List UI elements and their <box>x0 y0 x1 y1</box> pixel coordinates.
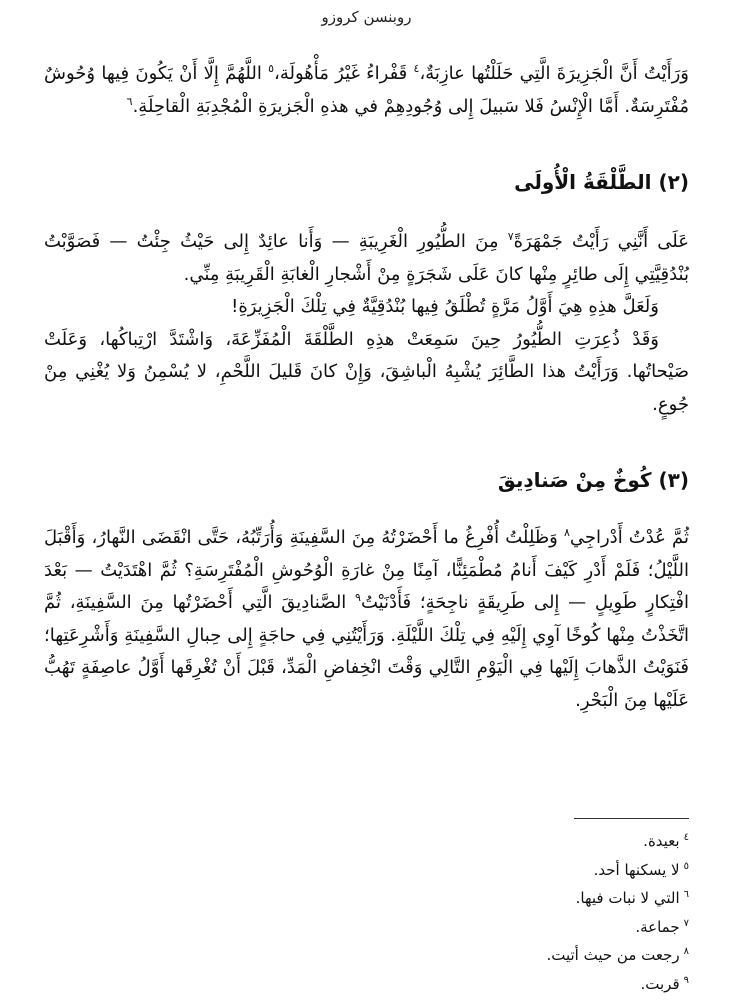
footnote-item <box>44 881 689 910</box>
footnote-ref-6[interactable]: ٦ <box>126 94 133 108</box>
footnote-number: ٦ <box>683 889 689 900</box>
footnote-ref-5[interactable]: ٥ <box>268 62 275 75</box>
footnote-ref-8[interactable]: ٨ <box>563 526 570 539</box>
footnote-item <box>44 910 689 939</box>
section1-p1-text-2: مِنَ الطُّيُورِ الْغَرِيبَةِ — وَأَنا عائِدٌ إِلى حَيْثُ جِئْتُ — فَصَوَّبْتُ بُنْدُقِيَّتِي إِلَى طائِرٍ مِنْها كانَ عَلَى شَجَرَةٍ مِنْ أَشْجارِ الْغابَةِ الْقَرِيبَةِ مِنِّي. <box>44 231 689 285</box>
section-heading-first-shot: (٢) الطَّلْقَةُ الْأُولَى <box>514 170 689 194</box>
section1-paragraph-1 <box>44 226 689 291</box>
footnote-number: ٧ <box>683 917 689 929</box>
footnote-text: بعيدة. <box>643 832 680 850</box>
section-first-shot-body <box>44 226 689 421</box>
section2-text-2: وَظَلِلْتُ أُفْرِغُ ما أَحْضَرْتُهُ مِنَ السَّفِينَةِ وَأُرَتِّبُهُ، حَتَّى انْقَضَى النَّهارُ، وَأَقْبَلَ اللَّيْلُ؛ فَلَمْ أَدْرِ كَيْفَ أَنامُ مُطْمَئِنًّا، آمِنًا مِنْ غارَةِ الْوُحُوشِ الْمُفْتَرِسَةِ؟ ثُمَّ اهْتَدَيْتُ — بَعْدَ افْتِكارٍ طَوِيلٍ — إِلى طَرِيقَةٍ ناجِحَةٍ؛ فَأَدْنَيْتُ <box>44 527 689 613</box>
footnote-text: قربت. <box>640 974 680 993</box>
section1-p1-text-1: عَلَى أَنَّنِي رَأَيْتُ جَمْهَرَةً <box>513 231 689 252</box>
section1-paragraph-2: وَلَعَلَّ هذِهِ هِيَ أَوَّلُ مَرَّةٍ تُطْلَقُ فِيها بُنْدُقِيَّةٌ فِي تِلْكَ الْجَزِيرَةِ! <box>231 296 659 317</box>
intro-text-3: اللَّهُمَّ إِلَّا أَنْ يَكُونَ فِيها وُحُوشٌ مُفْتَرِسَةٌ. أَمَّا الْإِنْسُ فَلا سَبيلَ إِلى وُجُودِهِمْ في هذهِ الْجَزيرَةِ الْمُجْدِبَةِ الْقاحِلَةِ. <box>44 63 689 117</box>
footnote-number: ٨ <box>683 946 689 957</box>
footnote-text: لا يسكنها أحد. <box>593 860 680 879</box>
section2-paragraph <box>44 522 689 717</box>
footnotes-list <box>44 824 689 995</box>
footnote-text: التي لا نبات فيها. <box>575 889 680 907</box>
intro-text-1: وَرَأَيْتُ أَنَّ الْجَزِيرَةَ الَّتِي حَلَلْتُها عازِبَةٌ، <box>419 63 689 84</box>
footnote-text: رجعت من حيث أتيت. <box>546 946 680 964</box>
footnote-number: ٥ <box>683 860 689 872</box>
footnote-item <box>44 967 689 996</box>
section-heading-box-hut: (٣) كُوخٌ مِنْ صَنادِيقَ <box>497 468 689 492</box>
footnote-ref-4[interactable]: ٤ <box>413 62 420 75</box>
section1-paragraph-3: وَقَدْ ذُعِرَتِ الطُّيُورُ حِينَ سَمِعَتْ هذِهِ الطَّلْقَةَ الْمُفَزِّعَةَ، وَاشْتَدَّ ارْتِباكُها، وَعَلَتْ صَيْحاتُها. وَرَأَيْتُ هذا الطَّائِرَ يُشْبِهُ الْباشِقَ، وَإِنْ كانَ قَليلَ اللَّحْمِ، لا يُسْمِنُ وَلا يُغْنِي مِنْ جُوعٍ. <box>44 328 689 415</box>
section2-text-3: الصَّنادِيقَ الَّتِي أَحْضَرْتُها مِنَ السَّفِينَةِ، ثُمَّ اتَّخَذْتُ مِنْها كُوخًا آوِي إِلَيْهِ فِي تِلْكَ اللَّيْلَةِ. وَرَأَيْتُنِي فِي حاجَةٍ إِلى حِبالِ السَّفِينَةِ وَأَشْرِعَتِها؛ فَنَوَيْتُ الذَّهابَ إِلَيْها فِي الْيَوْمِ التَّالِي وَقْتَ انْخِفاضِ الْمَدِّ، قَبْلَ أَنْ تُغْرِقَها أَوَّلُ عاصِفَةٍ تَهُبُّ عَلَيْها مِنَ الْبَحْرِ. <box>44 592 689 711</box>
footnote-number: ٤ <box>683 832 689 843</box>
footnote-item <box>44 824 689 853</box>
footnote-ref-7[interactable]: ٧ <box>507 230 514 243</box>
intro-text-2: قَفْراءُ غَيْرُ مَأْهُولَة، <box>274 63 414 84</box>
footnote-text: جماعة. <box>635 917 680 936</box>
section2-text-1: ثُمَّ عُدْتُ أَدْراجِي <box>569 527 689 548</box>
running-head: روبنسن كروزو <box>321 8 412 26</box>
footnote-ref-9[interactable]: ٩ <box>355 591 361 604</box>
footnote-number: ٩ <box>683 974 689 986</box>
footnote-item <box>44 938 689 967</box>
intro-paragraph <box>44 58 689 123</box>
footnote-divider <box>574 818 689 819</box>
footnote-item <box>44 853 689 882</box>
